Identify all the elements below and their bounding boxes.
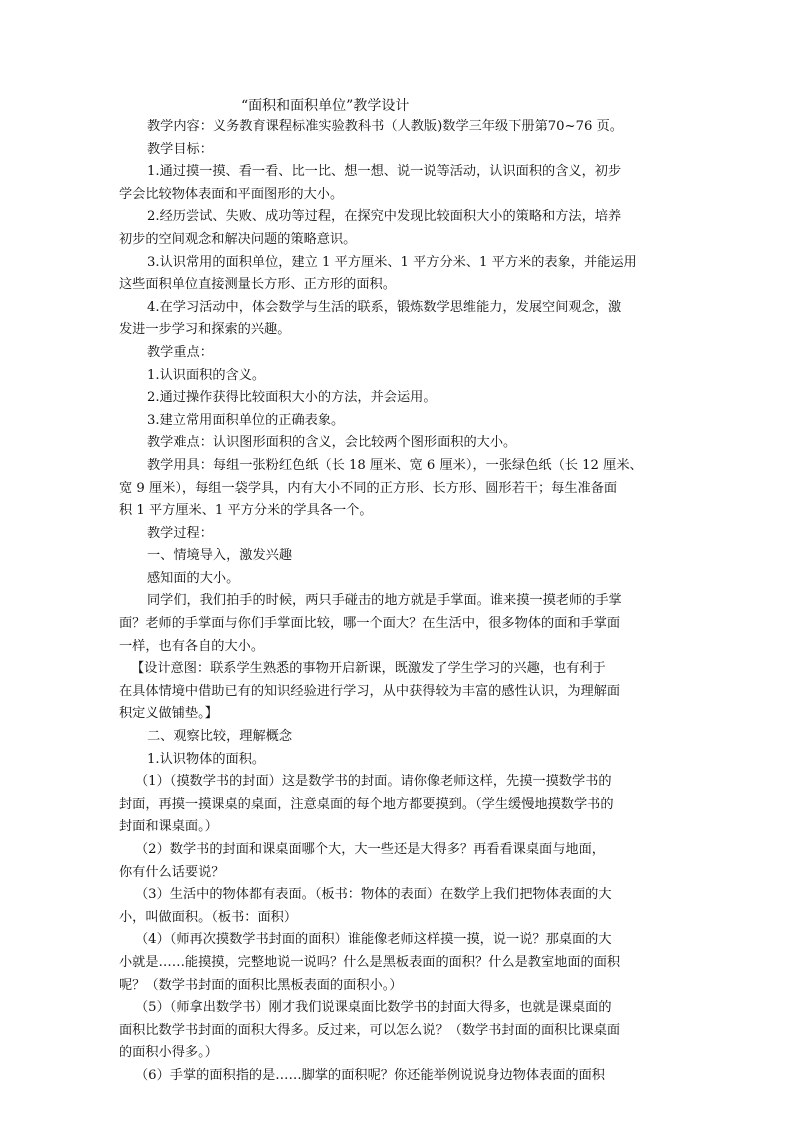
text-line: （1）（摸数学书的封面）这是数学书的封面。请你像老师这样，先摸一摸数学书的 [135, 774, 612, 790]
text-line: 教学重点： [147, 344, 213, 360]
text-line: 【设计意图：联系学生熟悉的事物开启新课，既激发了学生学习的兴趣，也有利于 [131, 661, 606, 677]
text-line: 教学用具：每组一张粉红色纸（长 18 厘米、宽 6 厘米），一张绿色纸（长 12 厘米、 [147, 457, 643, 473]
text-line: 教学目标： [147, 141, 213, 157]
text-line: 2.通过操作获得比较面积大小的方法，并会运用。 [147, 390, 437, 406]
text-line: 4.在学习活动中，体会数学与生活的联系，锻炼数学思维能力，发展空间观念，激 [147, 299, 622, 315]
text-line: 二、观察比较，理解概念 [147, 729, 293, 745]
text-line: 积定义做铺垫。】 [119, 706, 218, 722]
text-line: 学会比较物体表面和平面图形的大小。 [119, 186, 344, 202]
document-title: “面积和面积单位”教学设计 [241, 98, 410, 114]
text-line: （4）（师再次摸数学书封面的面积）谁能像老师这样摸一摸，说一说？那桌面的大 [135, 932, 612, 948]
text-line: 宽 9 厘米），每组一袋学具，内有大小不同的正方形、长方形、圆形若干；每生准备面 [119, 480, 618, 496]
text-line: 发进一步学习和探索的兴趣。 [119, 322, 291, 338]
text-line: 1.通过摸一摸、看一看、比一比、想一想、说一说等活动，认识面积的含义，初步 [147, 164, 622, 180]
text-line: 小就是……能摸摸，完整地说一说吗？什么是黑板表面的面积？什么是教室地面的面积 [119, 954, 621, 970]
text-line: 1.认识面积的含义。 [147, 367, 266, 383]
text-line: 在具体情境中借助已有的知识经验进行学习，从中获得较为丰富的感性认识，为理解面 [119, 683, 621, 699]
text-line: 这些面积单位直接测量长方形、正方形的面积。 [119, 277, 396, 293]
text-line: 3.认识常用的面积单位，建立 1 平方厘米、1 平方分米、1 平方米的表象，并能运用 [147, 254, 637, 270]
text-line: 封面，再摸一摸课桌的桌面，注意桌面的每个地方都要摸到。（学生缓慢地摸数学书的 [119, 796, 614, 812]
text-line: 面积比数学书封面的面积大得多。反过来，可以怎么说？（数学书封面的面积比课桌面 [119, 1022, 621, 1038]
text-line: 1.认识物体的面积。 [147, 751, 266, 767]
text-line: 3.建立常用面积单位的正确表象。 [147, 412, 345, 428]
text-line: 教学过程： [147, 525, 213, 541]
text-line: 你有什么话要说？ [119, 864, 225, 880]
text-line: （3）生活中的物体都有表面。（板书：物体的表面）在数学上我们把物体表面的大 [135, 887, 612, 903]
text-line: 一样，也有各自的大小。 [119, 638, 265, 654]
document-page [119, 96, 681, 1088]
text-line: 呢？（数学书封面的面积比黑板表面的面积小。） [119, 977, 403, 993]
text-line: 一、情境导入，激发兴趣 [147, 548, 293, 564]
text-line: 的面积小得多。） [119, 1045, 218, 1061]
text-line: （2）数学书的封面和课桌面哪个大，大一些还是大得多？再看看课桌面与地面， [135, 842, 605, 857]
text-line: 初步的空间观念和解决问题的策略意识。 [119, 231, 357, 247]
text-line: 2.经历尝试、失败、成功等过程，在探究中发现比较面积大小的策略和方法，培养 [147, 209, 622, 225]
text-line: （6）手掌的面积指的是……脚掌的面积呢？你还能举例说说身边物体表面的面积 [135, 1067, 605, 1083]
text-line: （5）（师拿出数学书）刚才我们说课桌面比数学书的封面大得多，也就是课桌面的 [135, 1000, 612, 1016]
text-line: 封面和课桌面。） [119, 819, 218, 835]
text-line: 积 1 平方厘米、1 平方分米的学具各一个。 [119, 503, 373, 519]
text-line: 同学们，我们拍手的时候，两只手碰击的地方就是手掌面。谁来摸一摸老师的手掌 [147, 593, 622, 609]
text-line: 面？老师的手掌面与你们手掌面比较，哪一个面大？在生活中，很多物体的面和手掌面 [119, 616, 621, 632]
text-line: 小，叫做面积。（板书：面积） [119, 909, 298, 925]
text-line: 教学内容：义务教育课程标准实验教科书（人教版)数学三年级下册第70~76 页。 [147, 119, 623, 134]
text-line: 教学难点：认识图形面积的含义，会比较两个图形面积的大小。 [147, 435, 517, 451]
text-line: 感知面的大小。 [147, 570, 240, 586]
document-body [119, 116, 681, 1088]
